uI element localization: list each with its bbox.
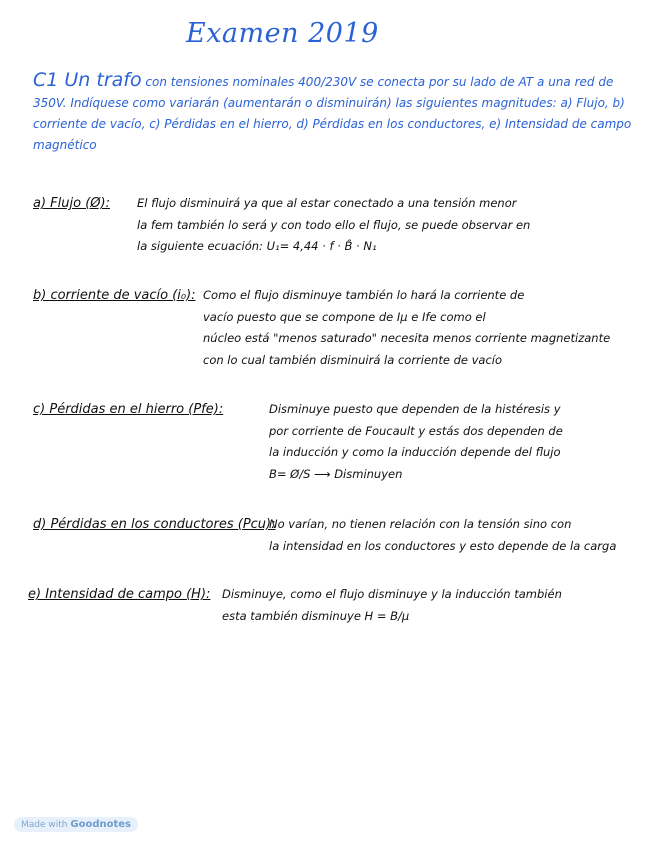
answer-line: la fem también lo será y con todo ello el flujo, se puede observar en [137,217,531,232]
answer-b-label: b) corriente de vacío (i₀): [33,288,196,303]
answer-a [33,193,633,263]
answer-b [33,285,633,375]
answer-line: esta también disminuye H = B/μ [222,608,410,623]
answer-line: vacío puesto que se compone de Iμ e Ife como el [203,309,486,324]
goodnotes-watermark [14,817,138,832]
answer-line: la intensidad en los conductores y esto depende de la carga [269,538,617,553]
watermark-prefix: Made with [21,820,68,830]
answer-line: núcleo está "menos saturado" necesita menos corriente magnetizante [203,331,611,345]
question-text: con tensiones nominales 400/230V se conecta por su lado de AT a una red de 350V. Indíquese como variarán (aumentarán o disminuirán) las siguientes magnitudes: a) Flujo, b) corriente de vacío, c) Pérdidas en el hierro, d) Pérdidas en los conductores, e) Intensidad de campo magnético [33,75,632,152]
answer-line: la inducción y como la inducción depende del flujo [269,445,561,459]
answer-line: No varían, no tienen relación con la tensión sino con [269,517,572,531]
answer-d [33,514,643,564]
answer-line: por corriente de Foucault y estás dos dependen de [269,423,563,438]
answer-e-body [222,584,562,627]
answer-a-label: a) Flujo (Ø): [33,196,110,211]
page-title: Examen 2019 [186,18,379,49]
question-c1 [33,70,633,156]
question-lead: C1 Un trafo [33,69,142,91]
answer-line: El flujo disminuirá ya que al estar conectado a una tensión menor [137,196,517,210]
answer-a-body [137,193,530,258]
answer-c-label: c) Pérdidas en el hierro (Pfe): [33,402,224,417]
answer-c [33,399,633,489]
answer-line: Como el flujo disminuye también lo hará la corriente de [203,288,525,302]
answer-d-body [269,514,616,557]
answer-line: con lo cual también disminuirá la corriente de vacío [203,352,503,367]
answer-e [28,584,643,634]
answer-e-label: e) Intensidad de campo (H): [28,587,211,602]
answer-c-body [269,399,563,485]
answer-line: Disminuye puesto que dependen de la histéresis y [269,402,561,416]
answer-line: Disminuye, como el flujo disminuye y la inducción también [222,587,562,601]
answer-line: B= Ø/S ⟶ Disminuyen [269,466,403,481]
answer-b-body [203,285,610,371]
answer-d-label: d) Pérdidas en los conductores (Pcu): [33,517,276,532]
watermark-brand: Goodnotes [70,819,131,830]
answer-line: la siguiente ecuación: U₁= 4,44 · f · B̂ · N₁ [137,239,377,253]
